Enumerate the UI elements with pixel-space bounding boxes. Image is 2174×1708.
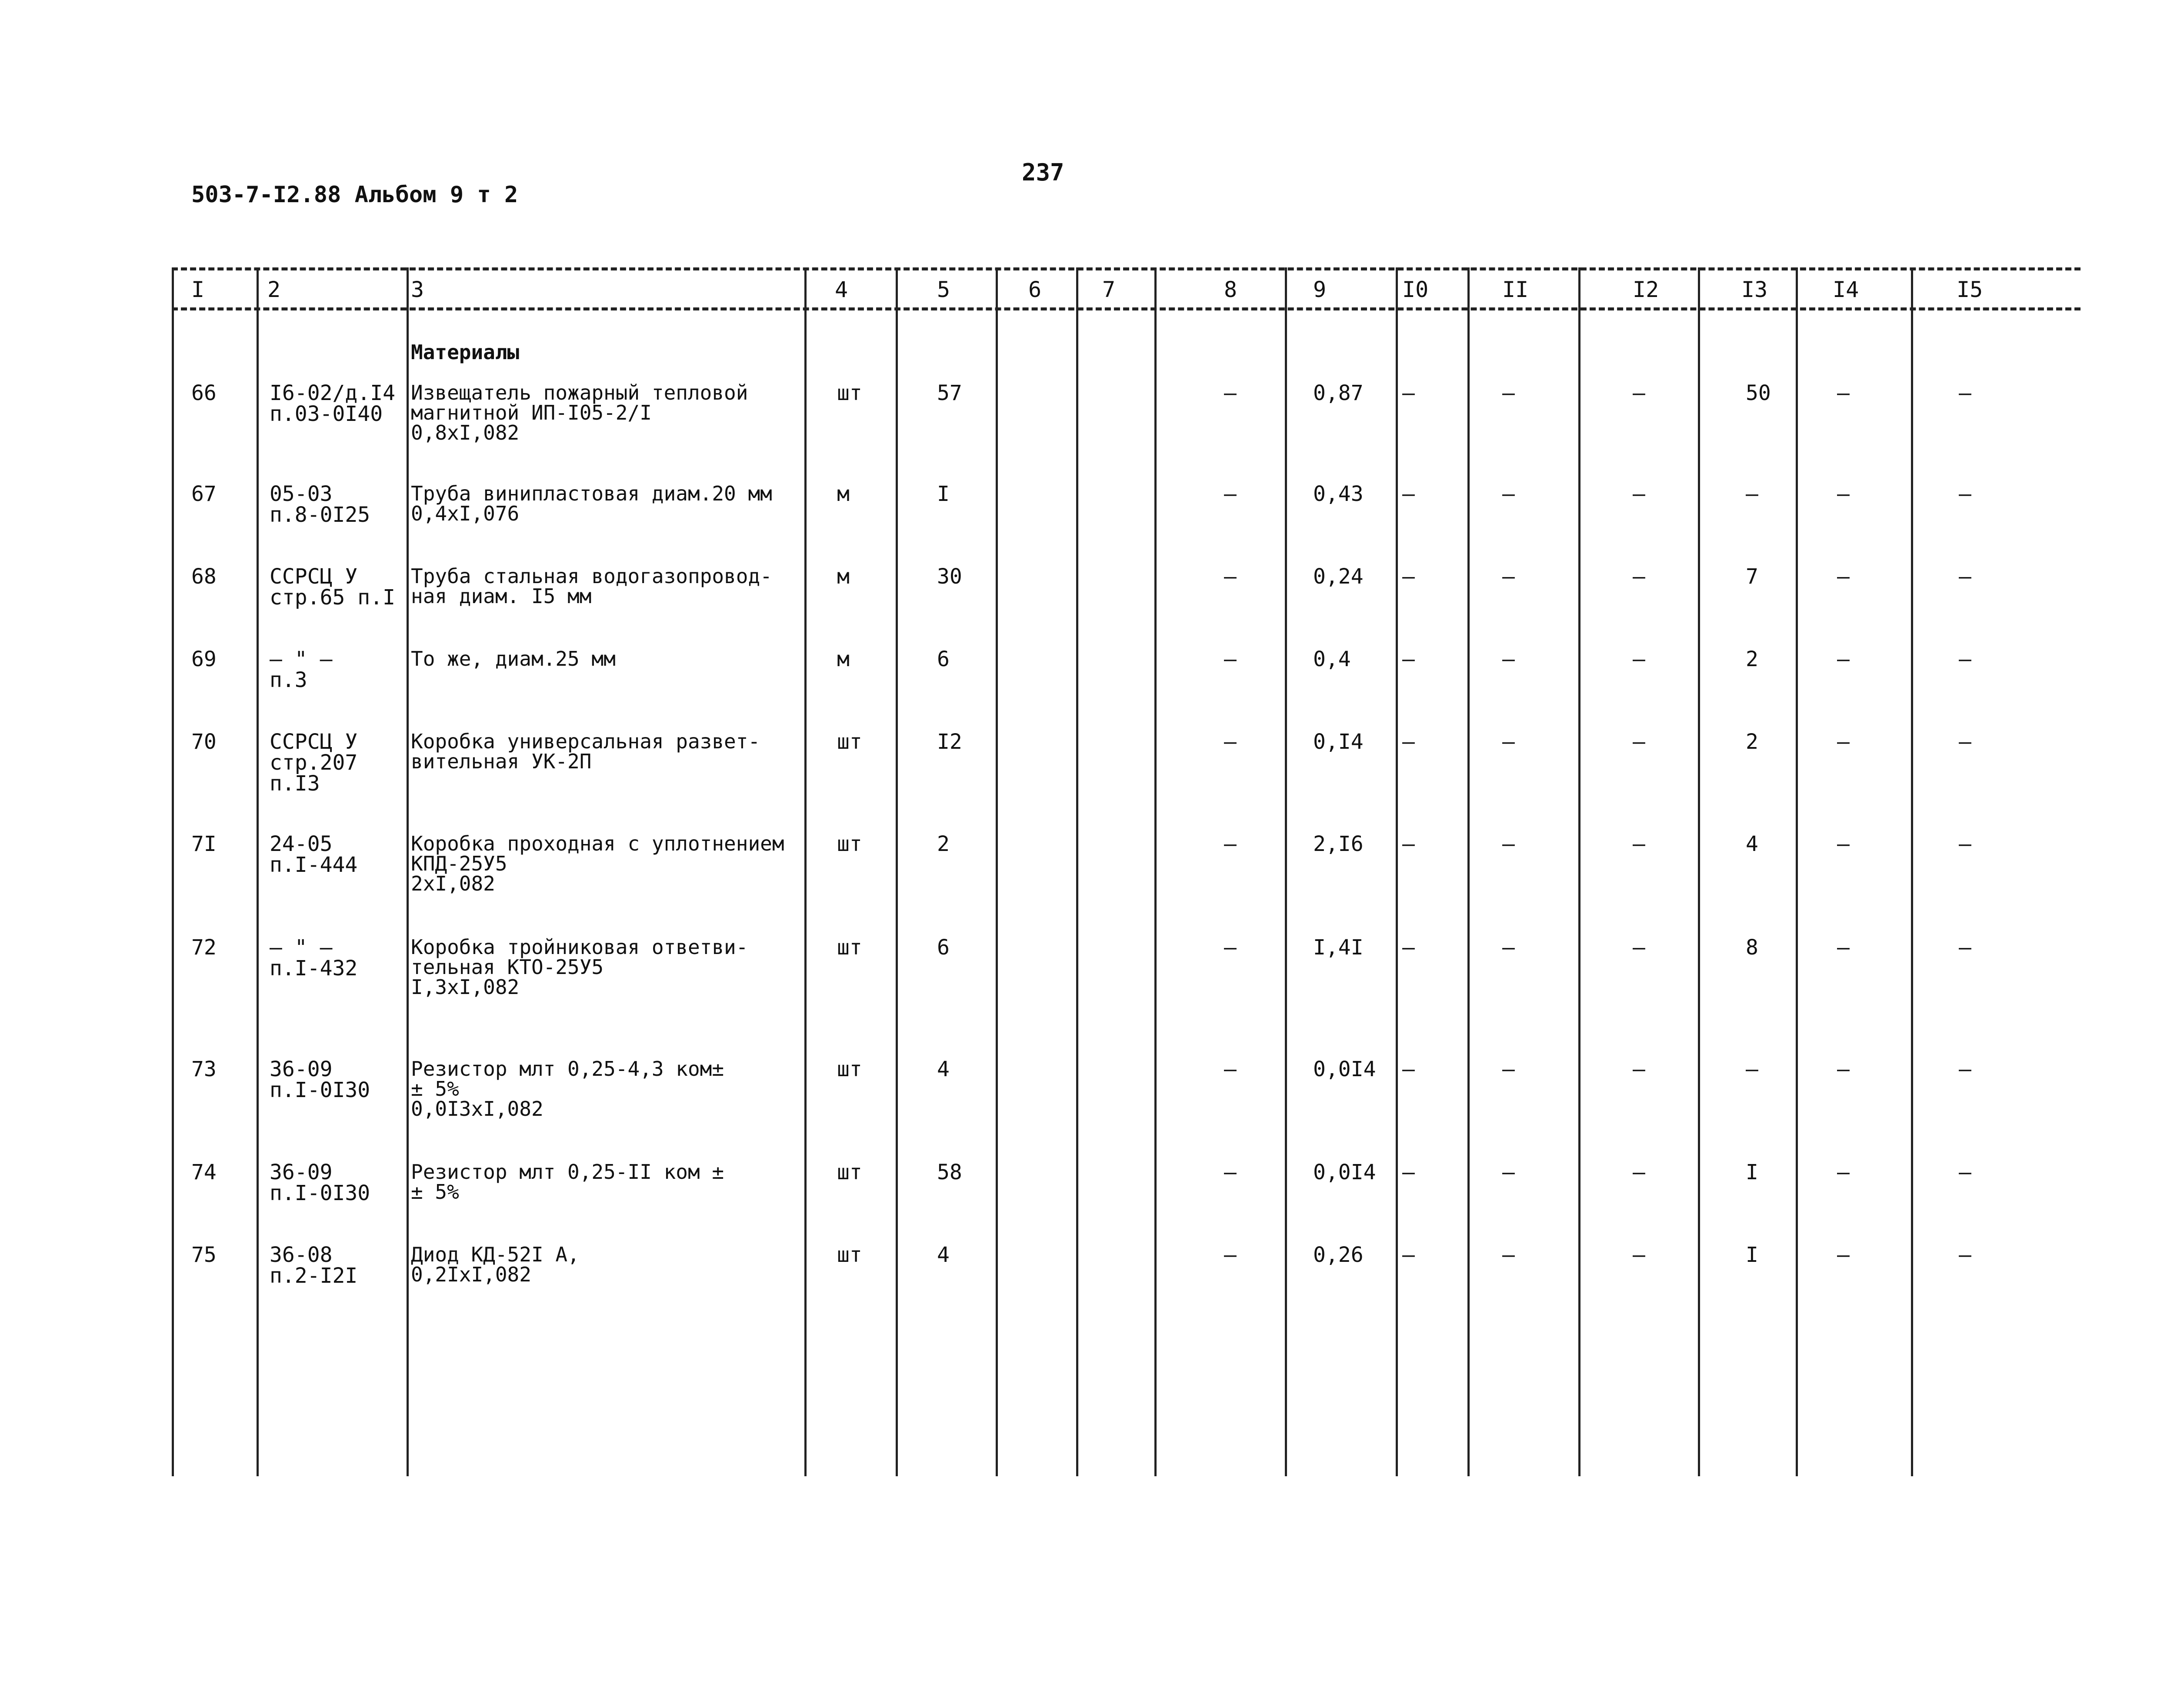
column-divider <box>804 267 807 1476</box>
column-divider <box>996 267 998 1476</box>
column-header: 4 <box>835 277 848 302</box>
col10-cell: – <box>1402 564 1415 589</box>
section-title: Материалы <box>411 340 520 364</box>
row-number: 75 <box>191 1243 217 1267</box>
item-description: Коробка тройниковая ответви- тельная КТО-25У5 I,3хI,082 <box>411 935 748 999</box>
column-header: I3 <box>1741 277 1768 302</box>
quantity-cell: 2 <box>937 832 950 856</box>
reference-code: ССРСЦ У стр.207 п.I3 <box>270 730 358 796</box>
column-divider <box>1285 267 1287 1476</box>
col11-cell: – <box>1502 482 1515 506</box>
col11-cell: – <box>1502 935 1515 960</box>
col11-cell: – <box>1502 730 1515 754</box>
col8-cell: – <box>1224 1160 1237 1184</box>
unit-cell: шт <box>837 832 862 856</box>
row-number: 73 <box>191 1057 217 1081</box>
col9-cell: 0,26 <box>1313 1243 1364 1267</box>
col12-cell: – <box>1633 1057 1645 1081</box>
col10-cell: – <box>1402 730 1415 754</box>
col9-cell: 0,0I4 <box>1313 1057 1376 1081</box>
col11-cell: – <box>1502 564 1515 589</box>
column-header: I <box>191 277 205 302</box>
col13-cell: 4 <box>1746 832 1758 856</box>
col12-cell: – <box>1633 1243 1645 1267</box>
col13-cell: 7 <box>1746 564 1758 589</box>
col10-cell: – <box>1402 1057 1415 1081</box>
col15-cell: – <box>1959 1057 1971 1081</box>
col10-cell: – <box>1402 1160 1415 1184</box>
item-description: Извещатель пожарный тепловой магнитной ИП-I05-2/I 0,8хI,082 <box>411 381 748 444</box>
col10-cell: – <box>1402 1243 1415 1267</box>
col11-cell: – <box>1502 832 1515 856</box>
col12-cell: – <box>1633 730 1645 754</box>
unit-cell: шт <box>837 730 862 754</box>
col12-cell: – <box>1633 832 1645 856</box>
column-divider <box>257 267 259 1476</box>
col9-cell: 0,4 <box>1313 647 1351 671</box>
column-header: 5 <box>937 277 950 302</box>
column-divider <box>407 267 409 1476</box>
col15-cell: – <box>1959 647 1971 671</box>
col13-cell: 8 <box>1746 935 1758 960</box>
header-bottom-rule <box>172 307 2081 310</box>
reference-code: 05-03 п.8-0I25 <box>270 482 370 527</box>
column-header: 2 <box>267 277 281 302</box>
item-description: Труба стальная водогазопровод- ная диам. I5 мм <box>411 564 772 608</box>
col14-cell: – <box>1837 832 1850 856</box>
item-description: То же, диам.25 мм <box>411 647 616 671</box>
item-description: Резистор млт 0,25-II ком ± ± 5% <box>411 1160 724 1204</box>
col13-cell: 50 <box>1746 381 1771 405</box>
col8-cell: – <box>1224 1057 1237 1081</box>
column-header: 3 <box>411 277 424 302</box>
reference-code: 36-08 п.2-I2I <box>270 1243 358 1288</box>
column-divider <box>1578 267 1580 1476</box>
col14-cell: – <box>1837 381 1850 405</box>
col15-cell: – <box>1959 482 1971 506</box>
item-description: Резистор млт 0,25-4,3 ком± ± 5% 0,0I3хI,082 <box>411 1057 724 1121</box>
col12-cell: – <box>1633 381 1645 405</box>
col15-cell: – <box>1959 381 1971 405</box>
row-number: 68 <box>191 564 217 589</box>
column-divider <box>1396 267 1398 1476</box>
unit-cell: м <box>837 564 850 589</box>
col10-cell: – <box>1402 832 1415 856</box>
col11-cell: – <box>1502 1160 1515 1184</box>
col8-cell: – <box>1224 482 1237 506</box>
quantity-cell: 58 <box>937 1160 962 1184</box>
col9-cell: I,4I <box>1313 935 1364 960</box>
column-header: 6 <box>1028 277 1042 302</box>
col14-cell: – <box>1837 564 1850 589</box>
col15-cell: – <box>1959 730 1971 754</box>
column-header: I0 <box>1402 277 1429 302</box>
col15-cell: – <box>1959 1160 1971 1184</box>
reference-code: 24-05 п.I-444 <box>270 832 358 877</box>
col8-cell: – <box>1224 935 1237 960</box>
column-divider <box>1911 267 1913 1476</box>
col14-cell: – <box>1837 1160 1850 1184</box>
quantity-cell: 57 <box>937 381 962 405</box>
row-number: 67 <box>191 482 217 506</box>
quantity-cell: 4 <box>937 1057 950 1081</box>
col14-cell: – <box>1837 482 1850 506</box>
col10-cell: – <box>1402 935 1415 960</box>
col14-cell: – <box>1837 647 1850 671</box>
row-number: 69 <box>191 647 217 671</box>
specification-table <box>172 267 2081 1483</box>
column-header: 9 <box>1313 277 1327 302</box>
col13-cell: 2 <box>1746 647 1758 671</box>
row-number: 72 <box>191 935 217 960</box>
col15-cell: – <box>1959 564 1971 589</box>
quantity-cell: 30 <box>937 564 962 589</box>
column-divider <box>1796 267 1798 1476</box>
col13-cell: – <box>1746 1057 1758 1081</box>
col9-cell: 0,43 <box>1313 482 1364 506</box>
column-header: I4 <box>1833 277 1859 302</box>
col8-cell: – <box>1224 564 1237 589</box>
col9-cell: 0,87 <box>1313 381 1364 405</box>
col9-cell: 0,I4 <box>1313 730 1364 754</box>
column-header: 7 <box>1102 277 1116 302</box>
col8-cell: – <box>1224 381 1237 405</box>
col14-cell: – <box>1837 1243 1850 1267</box>
reference-code: 36-09 п.I-0I30 <box>270 1057 370 1102</box>
col12-cell: – <box>1633 647 1645 671</box>
col12-cell: – <box>1633 482 1645 506</box>
column-divider <box>1467 267 1470 1476</box>
column-divider <box>172 267 174 1476</box>
unit-cell: шт <box>837 935 862 960</box>
col12-cell: – <box>1633 935 1645 960</box>
col14-cell: – <box>1837 935 1850 960</box>
quantity-cell: I <box>937 482 950 506</box>
column-header: I2 <box>1633 277 1659 302</box>
column-divider <box>1076 267 1078 1476</box>
reference-code: – " – п.3 <box>270 647 333 692</box>
column-header: II <box>1502 277 1529 302</box>
col12-cell: – <box>1633 1160 1645 1184</box>
reference-code: 36-09 п.I-0I30 <box>270 1160 370 1205</box>
col13-cell: 2 <box>1746 730 1758 754</box>
col14-cell: – <box>1837 730 1850 754</box>
column-divider <box>896 267 898 1476</box>
column-header: 8 <box>1224 277 1237 302</box>
col8-cell: – <box>1224 1243 1237 1267</box>
row-number: 7I <box>191 832 217 856</box>
col9-cell: 0,24 <box>1313 564 1364 589</box>
unit-cell: шт <box>837 1243 862 1267</box>
column-divider <box>1698 267 1700 1476</box>
row-number: 66 <box>191 381 217 405</box>
reference-code: – " – п.I-432 <box>270 935 358 981</box>
col10-cell: – <box>1402 482 1415 506</box>
col10-cell: – <box>1402 647 1415 671</box>
quantity-cell: 6 <box>937 647 950 671</box>
item-description: Коробка универсальная развет- вительная УК-2П <box>411 730 760 773</box>
column-header: I5 <box>1957 277 1983 302</box>
col8-cell: – <box>1224 730 1237 754</box>
unit-cell: шт <box>837 1057 862 1081</box>
item-description: Труба винипластовая диам.20 мм 0,4хI,076 <box>411 482 772 525</box>
col14-cell: – <box>1837 1057 1850 1081</box>
quantity-cell: I2 <box>937 730 962 754</box>
item-description: Диод КД-52I А, 0,2IхI,082 <box>411 1243 580 1286</box>
document-code: 503-7-I2.88 Альбом 9 т 2 <box>191 182 518 208</box>
col15-cell: – <box>1959 935 1971 960</box>
col15-cell: – <box>1959 832 1971 856</box>
col13-cell: I <box>1746 1243 1758 1267</box>
item-description: Коробка проходная с уплотнением КПД-25У5 2хI,082 <box>411 832 784 895</box>
col13-cell: I <box>1746 1160 1758 1184</box>
col11-cell: – <box>1502 1057 1515 1081</box>
col15-cell: – <box>1959 1243 1971 1267</box>
col8-cell: – <box>1224 832 1237 856</box>
col11-cell: – <box>1502 1243 1515 1267</box>
row-number: 70 <box>191 730 217 754</box>
unit-cell: шт <box>837 381 862 405</box>
table-top-rule <box>172 267 2081 270</box>
col13-cell: – <box>1746 482 1758 506</box>
unit-cell: м <box>837 482 850 506</box>
col11-cell: – <box>1502 381 1515 405</box>
page-number: 237 <box>1022 159 1064 186</box>
col8-cell: – <box>1224 647 1237 671</box>
col9-cell: 0,0I4 <box>1313 1160 1376 1184</box>
quantity-cell: 4 <box>937 1243 950 1267</box>
row-number: 74 <box>191 1160 217 1184</box>
col9-cell: 2,I6 <box>1313 832 1364 856</box>
quantity-cell: 6 <box>937 935 950 960</box>
column-divider <box>1154 267 1157 1476</box>
reference-code: I6-02/д.I4 п.03-0I40 <box>270 381 395 426</box>
col11-cell: – <box>1502 647 1515 671</box>
col12-cell: – <box>1633 564 1645 589</box>
reference-code: ССРСЦ У стр.65 п.I <box>270 564 395 610</box>
col10-cell: – <box>1402 381 1415 405</box>
unit-cell: шт <box>837 1160 862 1184</box>
unit-cell: м <box>837 647 850 671</box>
